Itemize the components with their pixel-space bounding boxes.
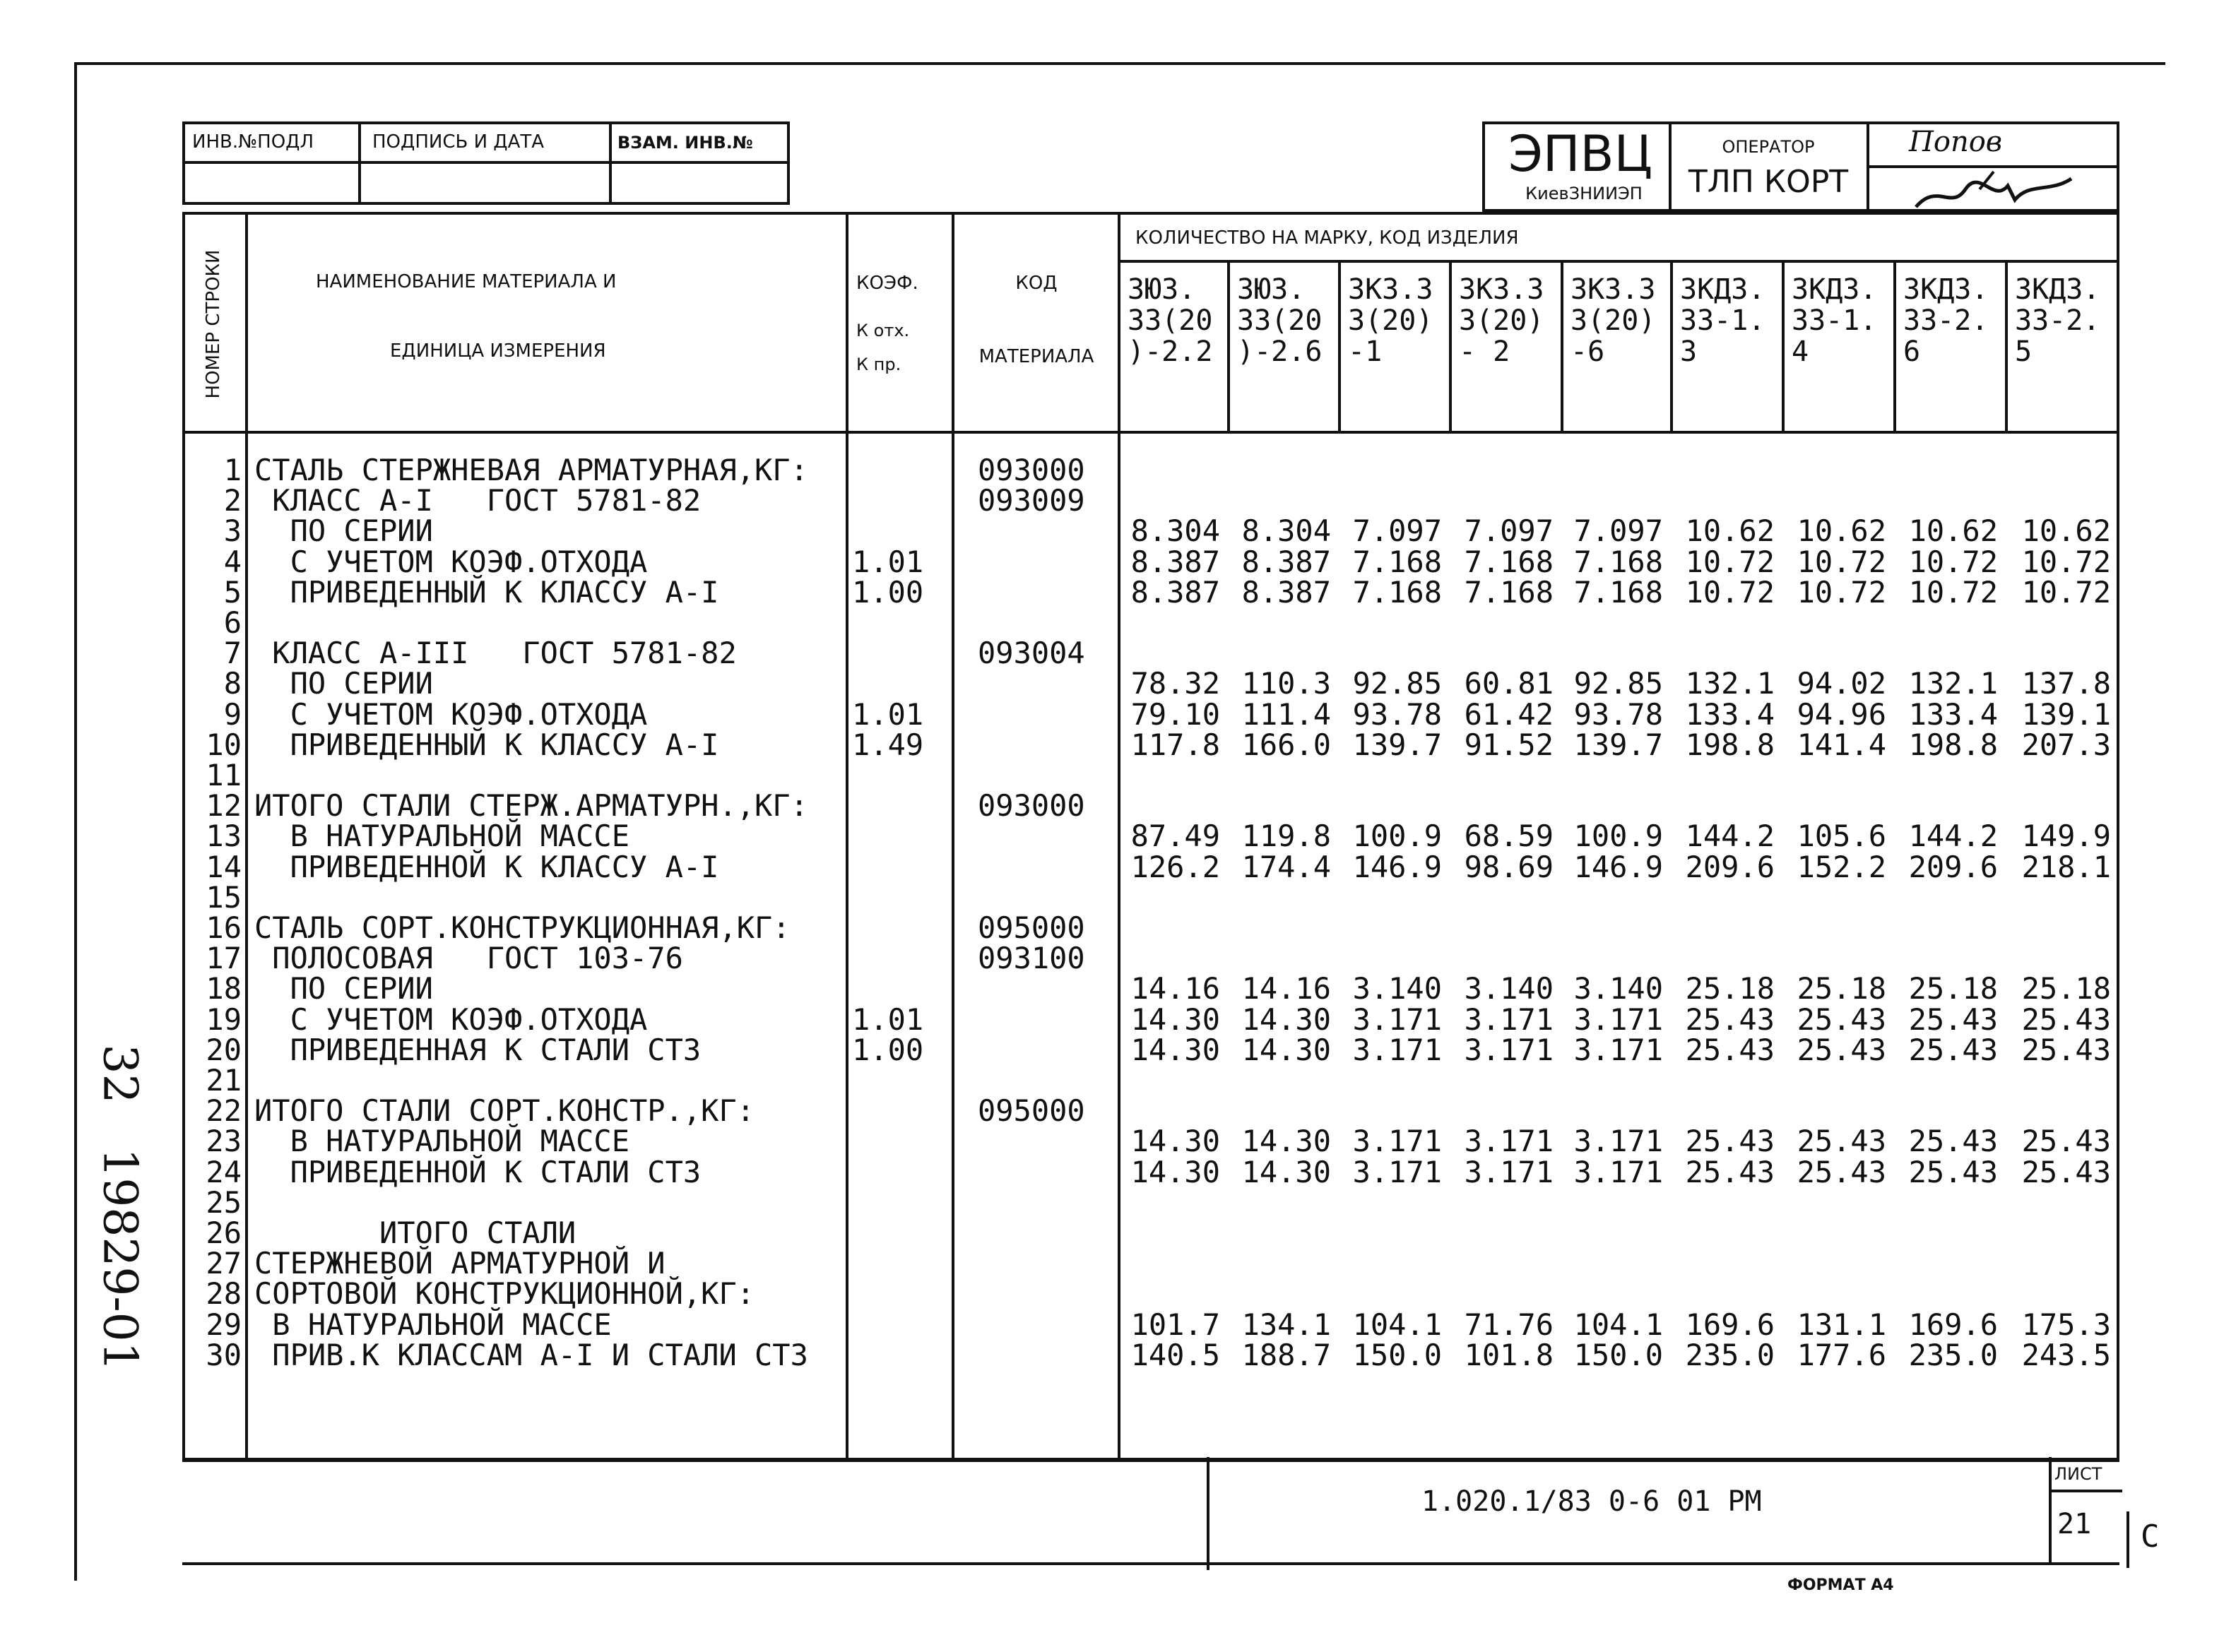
row-value: 144.2 (1685, 819, 1775, 854)
footer-sheet-number: 21 (2057, 1508, 2092, 1540)
row-value: 25.43 (1685, 1032, 1775, 1067)
table-row (185, 788, 2117, 824)
row-value: 139.7 (1352, 727, 1442, 762)
row-name: СТАЛЬ СТЕРЖНЕВАЯ АРМАТУРНАЯ,КГ: (254, 453, 808, 487)
row-value: 101.7 (1130, 1307, 1220, 1342)
table-row (185, 1124, 2117, 1159)
row-number: 8 (223, 666, 242, 701)
row-value: 14.30 (1130, 1124, 1220, 1159)
row-name: КЛАСС А-III ГОСТ 5781-82 (254, 636, 737, 671)
table-row (185, 727, 2117, 762)
row-name: ИТОГО СТАЛИ (254, 1216, 576, 1250)
stamp-org-sub: КиевЗНИИЭП (1525, 184, 1643, 203)
row-number: 14 (206, 849, 242, 884)
row-value: 140.5 (1130, 1337, 1220, 1372)
table-row (185, 1154, 2117, 1189)
row-number: 17 (206, 941, 242, 976)
row-value: 7.097 (1573, 513, 1663, 549)
row-value: 146.9 (1352, 849, 1442, 884)
header-coef3: К пр. (856, 355, 901, 374)
row-value: 3.171 (1352, 1154, 1442, 1189)
header-name-line1: НАИМЕНОВАНИЕ МАТЕРИАЛА И (316, 271, 617, 292)
table-row (185, 574, 2117, 610)
row-value: 174.4 (1241, 849, 1331, 884)
row-value: 25.18 (1797, 971, 1886, 1006)
row-name: С УЧЕТОМ КОЭФ.ОТХОДА (254, 696, 648, 732)
row-value: 25.43 (1685, 1124, 1775, 1159)
row-number: 3 (223, 513, 242, 549)
row-value: 93.78 (1352, 696, 1442, 732)
product-header-5: 3К3.3 3(20) -6 (1570, 273, 1656, 368)
row-value: 25.18 (2021, 971, 2111, 1006)
row-value: 101.8 (1464, 1337, 1554, 1372)
row-value: 94.96 (1797, 696, 1886, 732)
product-header-4: 3К3.3 3(20) - 2 (1459, 273, 1544, 368)
row-value: 71.76 (1464, 1307, 1554, 1342)
row-value: 25.18 (1908, 971, 1998, 1006)
row-value: 60.81 (1464, 666, 1554, 701)
row-value: 25.43 (1908, 1002, 1998, 1037)
row-name: В НАТУРАЛЬНОЙ МАССЕ (254, 819, 630, 854)
row-value: 93.78 (1573, 696, 1663, 732)
row-value: 144.2 (1908, 819, 1998, 854)
row-name: КЛАСС А-I ГОСТ 5781-82 (254, 483, 702, 518)
stamp-inv-podl: ИНВ.№ПОДЛ (192, 131, 314, 153)
row-value: 105.6 (1797, 819, 1886, 854)
row-value: 110.3 (1241, 666, 1331, 701)
row-number: 28 (206, 1276, 242, 1312)
row-value: 91.52 (1464, 727, 1554, 762)
footer-format: ФОРМАТ А4 (1787, 1576, 1894, 1594)
row-name: С УЧЕТОМ КОЭФ.ОТХОДА (254, 544, 648, 579)
row-value: 218.1 (2021, 849, 2111, 884)
header-qty-title: КОЛИЧЕСТВО НА МАРКУ, КОД ИЗДЕЛИЯ (1135, 227, 1519, 249)
row-value: 146.9 (1573, 849, 1663, 884)
header-row-number: НОМЕР СТРОКИ (203, 249, 224, 399)
row-value: 78.32 (1130, 666, 1220, 701)
row-value: 14.16 (1241, 971, 1331, 1006)
row-value: 25.43 (2021, 1124, 2111, 1159)
product-header-3: 3К3.3 3(20) -1 (1348, 273, 1433, 368)
row-name: ПО СЕРИИ (254, 513, 433, 549)
table-row (185, 910, 2117, 945)
row-value: 175.3 (2021, 1307, 2111, 1342)
footer-block (1207, 1457, 2119, 1570)
row-value: 235.0 (1908, 1337, 1998, 1372)
table-row (185, 1309, 2117, 1340)
row-value: 131.1 (1797, 1307, 1886, 1342)
row-value: 8.387 (1241, 574, 1331, 610)
row-value: 10.62 (2021, 513, 2111, 549)
row-value: 198.8 (1685, 727, 1775, 762)
row-number: 5 (223, 574, 242, 610)
row-value: 132.1 (1908, 666, 1998, 701)
row-value: 10.72 (1797, 544, 1886, 579)
row-value: 10.72 (1908, 574, 1998, 610)
row-value: 10.72 (1908, 544, 1998, 579)
row-value: 3.140 (1464, 971, 1554, 1006)
row-value: 3.171 (1573, 1032, 1663, 1067)
row-name: ПО СЕРИИ (254, 971, 433, 1006)
row-value: 10.72 (2021, 574, 2111, 610)
table-row (185, 544, 2117, 579)
row-number: 15 (206, 879, 242, 915)
row-number: 20 (206, 1032, 242, 1067)
row-value: 7.097 (1352, 513, 1442, 549)
row-value: 10.72 (1685, 574, 1775, 610)
table-row (185, 668, 2117, 699)
header-coef1: КОЭФ. (856, 273, 918, 294)
row-value: 8.304 (1130, 513, 1220, 549)
table-row (185, 1246, 2117, 1281)
product-header-7: 3КД3. 33-1. 4 (1792, 273, 1877, 368)
row-value: 100.9 (1573, 819, 1663, 854)
product-header-8: 3КД3. 33-2. 6 (1903, 273, 1989, 368)
table-row (185, 513, 2117, 549)
stamp-vzam-inv: ВЗАМ. ИНВ.№ (617, 133, 753, 153)
row-number: 4 (223, 544, 242, 579)
row-code: 095000 (978, 1093, 1085, 1129)
row-code: 093004 (978, 636, 1085, 671)
row-value: 139.1 (2021, 696, 2111, 732)
header-code1: КОД (1015, 273, 1058, 294)
row-value: 243.5 (2021, 1337, 2111, 1372)
row-value: 207.3 (2021, 727, 2111, 762)
row-name: В НАТУРАЛЬНОЙ МАССЕ (254, 1307, 612, 1342)
row-value: 25.43 (1908, 1032, 1998, 1067)
row-value: 10.72 (1685, 544, 1775, 579)
table-row (185, 973, 2117, 1004)
row-name: ИТОГО СТАЛИ СОРТ.КОНСТР.,КГ: (254, 1093, 755, 1129)
row-value: 139.7 (1573, 727, 1663, 762)
row-value: 14.30 (1241, 1032, 1331, 1067)
row-value: 119.8 (1241, 819, 1331, 854)
row-value: 14.16 (1130, 971, 1220, 1006)
row-value: 68.59 (1464, 819, 1554, 854)
row-value: 92.85 (1573, 666, 1663, 701)
row-number: 9 (223, 696, 242, 732)
row-coef: 1.01 (852, 544, 924, 579)
row-value: 94.02 (1797, 666, 1886, 701)
table-row (185, 1032, 2117, 1067)
row-value: 14.30 (1130, 1032, 1220, 1067)
row-number: 24 (206, 1154, 242, 1189)
table-row (185, 1063, 2117, 1098)
table-row (185, 879, 2117, 915)
row-value: 3.171 (1464, 1154, 1554, 1189)
main-table (182, 212, 2119, 1462)
row-value: 7.168 (1352, 574, 1442, 610)
row-value: 177.6 (1797, 1337, 1886, 1372)
row-value: 25.43 (1908, 1124, 1998, 1159)
row-value: 117.8 (1130, 727, 1220, 762)
row-value: 3.140 (1573, 971, 1663, 1006)
row-number: 26 (206, 1216, 242, 1250)
row-coef: 1.01 (852, 696, 924, 732)
stamp-podpis-data: ПОДПИСЬ И ДАТА (372, 131, 545, 153)
row-value: 8.304 (1241, 513, 1331, 549)
row-value: 14.30 (1130, 1002, 1220, 1037)
row-number: 11 (206, 758, 242, 792)
row-value: 3.171 (1352, 1124, 1442, 1159)
footer-bottom-line (182, 1562, 2119, 1565)
row-value: 7.097 (1464, 513, 1554, 549)
footer-doc-code: 1.020.1/83 0-6 01 РМ (1421, 1485, 1762, 1518)
row-number: 12 (206, 788, 242, 824)
product-header-1: 3Ю3. 33(20 )-2.2 (1128, 273, 1213, 368)
row-value: 3.171 (1464, 1124, 1554, 1159)
row-name: ПРИВЕДЕННОЙ К СТАЛИ СТ3 (254, 1154, 702, 1189)
table-row (185, 696, 2117, 732)
row-coef: 1.00 (852, 1032, 924, 1067)
row-value: 10.72 (2021, 544, 2111, 579)
row-coef: 1.00 (852, 574, 924, 610)
table-row (185, 1093, 2117, 1129)
row-code: 093100 (978, 941, 1085, 976)
frame-top-line (74, 62, 2165, 65)
header-name-line2: ЕДИНИЦА ИЗМЕРЕНИЯ (390, 340, 606, 362)
row-value: 134.1 (1241, 1307, 1331, 1342)
row-name: ПРИВЕДЕННОЙ К КЛАССУ А-I (254, 849, 719, 884)
row-value: 137.8 (2021, 666, 2111, 701)
row-value: 235.0 (1685, 1337, 1775, 1372)
footer-sheet-label: ЛИСТ (2054, 1464, 2102, 1484)
stamp-operator-value: ТЛП КОРТ (1688, 164, 1849, 200)
table-row (185, 485, 2117, 516)
row-value: 198.8 (1908, 727, 1998, 762)
row-value: 25.43 (1685, 1002, 1775, 1037)
signature-scribble (1909, 168, 2078, 218)
header-coef2: К отх. (856, 321, 910, 340)
row-value: 7.168 (1464, 544, 1554, 579)
row-value: 209.6 (1908, 849, 1998, 884)
table-row (185, 819, 2117, 854)
row-value: 132.1 (1685, 666, 1775, 701)
row-number: 30 (206, 1337, 242, 1372)
row-value: 25.43 (1685, 1154, 1775, 1189)
row-value: 7.168 (1464, 574, 1554, 610)
row-number: 2 (223, 483, 242, 518)
margin-note: 32 19829-01 (93, 1044, 148, 1372)
row-name: СТЕРЖНЕВОЙ АРМАТУРНОЙ И (254, 1246, 666, 1281)
row-number: 1 (223, 453, 242, 487)
row-value: 169.6 (1685, 1307, 1775, 1342)
row-value: 104.1 (1573, 1307, 1663, 1342)
table-row (185, 941, 2117, 976)
row-code: 093000 (978, 453, 1085, 487)
table-row (185, 1218, 2117, 1248)
product-header-9: 3КД3. 33-2. 5 (2015, 273, 2100, 368)
row-value: 166.0 (1241, 727, 1331, 762)
row-code: 093009 (978, 483, 1085, 518)
table-row (185, 1276, 2117, 1312)
row-coef: 1.49 (852, 727, 924, 762)
row-value: 25.43 (2021, 1032, 2111, 1067)
table-row (185, 1337, 2117, 1372)
row-name: ПОЛОСОВАЯ ГОСТ 103-76 (254, 941, 683, 976)
row-name: ПО СЕРИИ (254, 666, 433, 701)
row-value: 10.62 (1685, 513, 1775, 549)
row-number: 7 (223, 636, 242, 671)
stamp-top-left (182, 121, 790, 205)
row-value: 87.49 (1130, 819, 1220, 854)
row-number: 29 (206, 1307, 242, 1342)
stamp-top-right (1482, 121, 2119, 212)
row-value: 25.43 (2021, 1002, 2111, 1037)
row-value: 3.171 (1573, 1002, 1663, 1037)
table-row (185, 1184, 2117, 1220)
row-value: 7.168 (1352, 544, 1442, 579)
row-code: 095000 (978, 910, 1085, 945)
row-value: 150.0 (1352, 1337, 1442, 1372)
table-row (185, 607, 2117, 638)
row-value: 14.30 (1241, 1002, 1331, 1037)
row-number: 6 (223, 605, 242, 640)
row-value: 61.42 (1464, 696, 1554, 732)
row-number: 18 (206, 971, 242, 1006)
row-value: 149.9 (2021, 819, 2111, 854)
stamp-operator-label: ОПЕРАТОР (1722, 137, 1815, 157)
row-coef: 1.01 (852, 1002, 924, 1037)
row-value: 8.387 (1241, 544, 1331, 579)
row-name: ИТОГО СТАЛИ СТЕРЖ.АРМАТУРН.,КГ: (254, 788, 808, 824)
row-value: 25.43 (1797, 1002, 1886, 1037)
row-number: 13 (206, 819, 242, 854)
row-value: 3.171 (1352, 1002, 1442, 1037)
row-number: 21 (206, 1063, 242, 1098)
table-row (185, 455, 2117, 485)
row-number: 23 (206, 1124, 242, 1159)
row-value: 100.9 (1352, 819, 1442, 854)
stamp-operator-name: Попов (1909, 126, 2003, 158)
row-value: 8.387 (1130, 544, 1220, 579)
right-edge-mark (2126, 1511, 2129, 1568)
row-value: 92.85 (1352, 666, 1442, 701)
row-value: 3.171 (1464, 1032, 1554, 1067)
header-code2: МАТЕРИАЛА (978, 346, 1094, 367)
row-value: 25.18 (1685, 971, 1775, 1006)
table-row (185, 636, 2117, 671)
row-value: 188.7 (1241, 1337, 1331, 1372)
row-value: 150.0 (1573, 1337, 1663, 1372)
row-value: 7.168 (1573, 574, 1663, 610)
row-number: 19 (206, 1002, 242, 1037)
row-value: 98.69 (1464, 849, 1554, 884)
row-value: 111.4 (1241, 696, 1331, 732)
row-name: В НАТУРАЛЬНОЙ МАССЕ (254, 1124, 630, 1159)
row-value: 10.62 (1797, 513, 1886, 549)
row-name: ПРИВЕДЕННЫЙ К КЛАССУ А-I (254, 574, 719, 610)
row-value: 25.43 (2021, 1154, 2111, 1189)
frame-left-line (74, 62, 77, 1581)
row-value: 3.171 (1464, 1002, 1554, 1037)
row-value: 7.168 (1573, 544, 1663, 579)
row-name: СТАЛЬ СОРТ.КОНСТРУКЦИОННАЯ,КГ: (254, 910, 791, 945)
row-number: 10 (206, 727, 242, 762)
row-name: ПРИВЕДЕННЫЙ К КЛАССУ А-I (254, 727, 719, 762)
row-value: 133.4 (1685, 696, 1775, 732)
stamp-org-main: ЭПВЦ (1508, 125, 1652, 183)
row-value: 25.43 (1908, 1154, 1998, 1189)
row-value: 3.171 (1573, 1124, 1663, 1159)
row-value: 141.4 (1797, 727, 1886, 762)
row-value: 3.171 (1573, 1154, 1663, 1189)
right-edge-letter: С (2141, 1519, 2160, 1555)
row-value: 3.171 (1352, 1032, 1442, 1067)
row-value: 10.72 (1797, 574, 1886, 610)
row-name: СОРТОВОЙ КОНСТРУКЦИОННОЙ,КГ: (254, 1276, 755, 1312)
row-number: 22 (206, 1093, 242, 1129)
row-number: 27 (206, 1246, 242, 1281)
row-value: 10.62 (1908, 513, 1998, 549)
row-value: 209.6 (1685, 849, 1775, 884)
row-value: 104.1 (1352, 1307, 1442, 1342)
row-value: 126.2 (1130, 849, 1220, 884)
row-number: 16 (206, 910, 242, 945)
row-value: 14.30 (1130, 1154, 1220, 1189)
table-row (185, 1004, 2117, 1035)
row-name: С УЧЕТОМ КОЭФ.ОТХОДА (254, 1002, 648, 1037)
product-header-2: 3Ю3. 33(20 )-2.6 (1237, 273, 1323, 368)
row-value: 152.2 (1797, 849, 1886, 884)
product-header-6: 3КД3. 33-1. 3 (1680, 273, 1765, 368)
row-value: 25.43 (1797, 1032, 1886, 1067)
row-value: 25.43 (1797, 1124, 1886, 1159)
table-row (185, 849, 2117, 884)
row-name: ПРИВ.К КЛАССАМ А-I И СТАЛИ СТ3 (254, 1337, 808, 1372)
row-number: 25 (206, 1184, 242, 1220)
row-value: 14.30 (1241, 1124, 1331, 1159)
row-value: 25.43 (1797, 1154, 1886, 1189)
row-value: 133.4 (1908, 696, 1998, 732)
table-row (185, 760, 2117, 790)
row-code: 093000 (978, 788, 1085, 824)
row-value: 3.140 (1352, 971, 1442, 1006)
row-name: ПРИВЕДЕННАЯ К СТАЛИ СТ3 (254, 1032, 702, 1067)
row-value: 14.30 (1241, 1154, 1331, 1189)
row-value: 79.10 (1130, 696, 1220, 732)
row-value: 169.6 (1908, 1307, 1998, 1342)
row-value: 8.387 (1130, 574, 1220, 610)
